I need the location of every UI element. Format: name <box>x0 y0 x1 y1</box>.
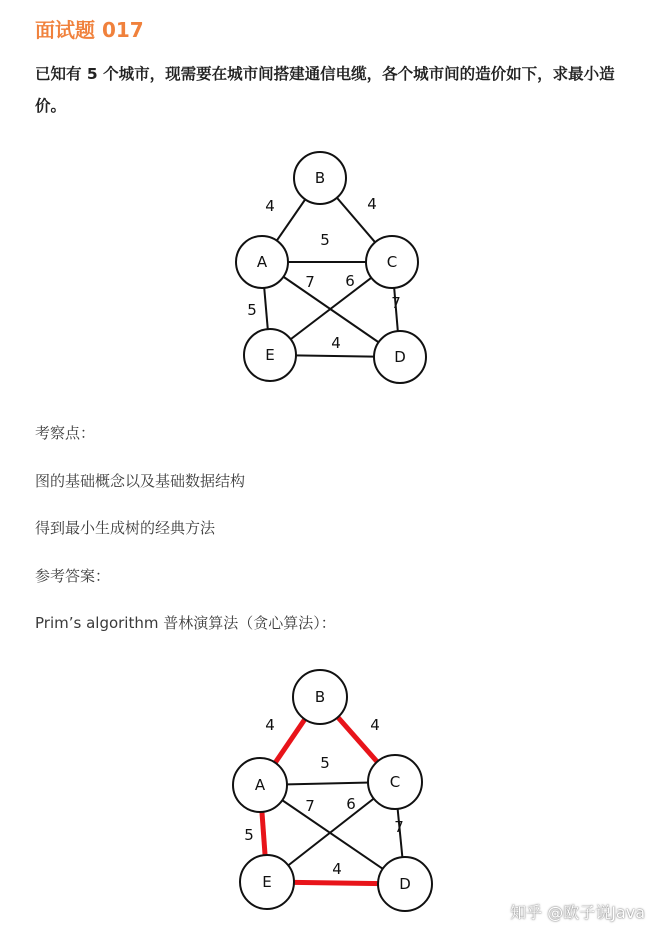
page-title: 面试题 017 <box>35 18 144 42</box>
points-heading: 考察点： <box>35 424 96 442</box>
graph-diagram-original <box>220 145 450 390</box>
edge-weight-a-e: 5 <box>244 826 254 844</box>
node-label-a: A <box>254 776 266 794</box>
node-label-b: B <box>314 169 326 187</box>
node-label-d: D <box>394 348 406 366</box>
edge-weight-c-d: 7 <box>391 294 401 312</box>
edge-weight-c-d: 7 <box>394 818 404 836</box>
edge-weight-a-c: 5 <box>320 754 330 772</box>
point-1: 图的基础概念以及基础数据结构 <box>35 472 246 490</box>
node-label-e: E <box>265 346 275 364</box>
point-2: 得到最小生成树的经典方法 <box>35 519 216 537</box>
node-label-c: C <box>389 773 401 791</box>
method-text: Prim’s algorithm 普林演算法（贪心算法）： <box>35 614 336 632</box>
edge-weight-c-e: 6 <box>346 795 356 813</box>
edge-weight-b-c: 4 <box>370 716 380 734</box>
node-label-a: A <box>256 253 268 271</box>
edge-weight-b-c: 4 <box>367 195 377 213</box>
edge-weight-e-d: 4 <box>331 334 341 352</box>
edge-weight-a-b: 4 <box>265 197 275 215</box>
edge-weight-a-e: 5 <box>247 301 257 319</box>
node-label-d: D <box>399 875 411 893</box>
node-label-b: B <box>314 688 326 706</box>
watermark: 知乎 @欧子说Java <box>510 903 645 922</box>
answer-heading: 参考答案： <box>35 567 111 585</box>
edge-weight-c-e: 6 <box>345 272 355 290</box>
edge-weight-a-c: 5 <box>320 231 330 249</box>
edge-weight-a-d: 7 <box>305 273 315 291</box>
edge-weight-a-d: 7 <box>305 797 315 815</box>
node-label-e: E <box>262 873 272 891</box>
edge-weight-e-d: 4 <box>332 860 342 878</box>
graph-diagram-mst <box>215 660 445 915</box>
node-label-c: C <box>386 253 398 271</box>
question-text: 已知有 5 个城市，现需要在城市间搭建通信电缆，各个城市间的造价如下，求最小造价。 <box>35 65 615 115</box>
edge-weight-a-b: 4 <box>265 716 275 734</box>
